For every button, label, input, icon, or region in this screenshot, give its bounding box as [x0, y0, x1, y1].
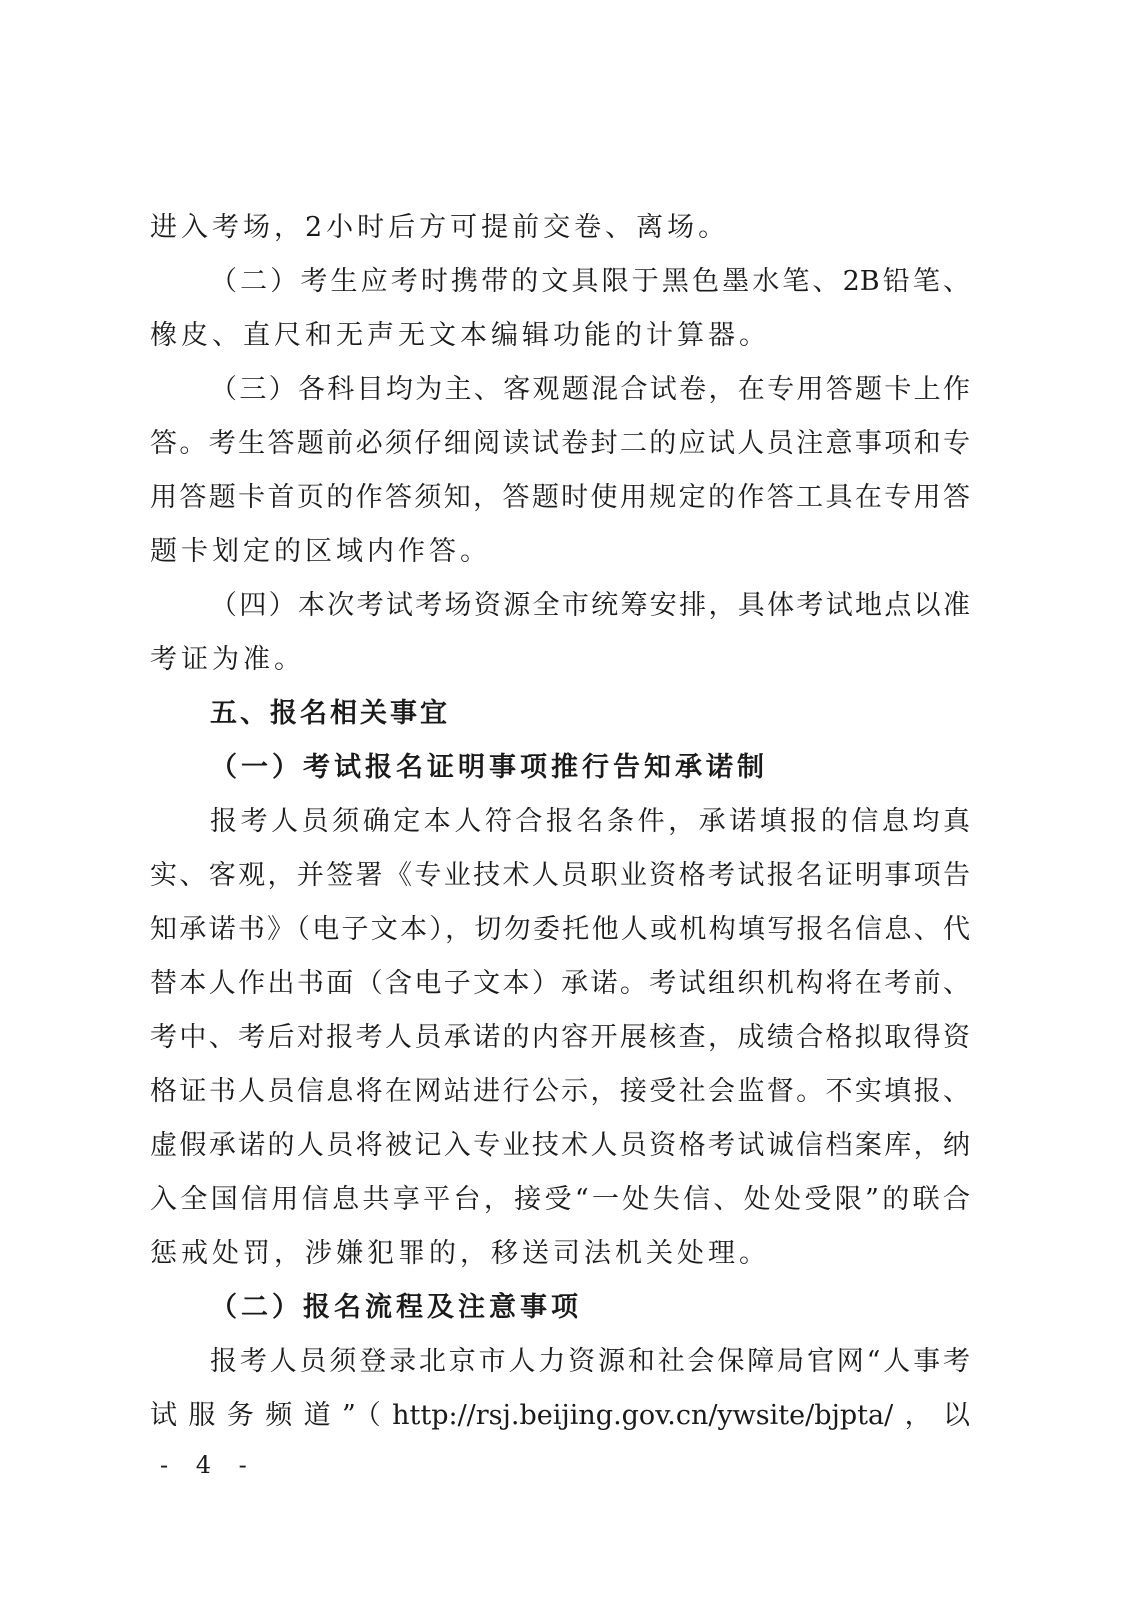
subsection-heading: （一）考试报名证明事项推行告知承诺制 [210, 752, 768, 783]
paragraph-line: 试服务频道”（http://rsj.beijing.gov.cn/ywsite/bjpta/，以 [150, 1400, 970, 1431]
paragraph-line: 答。考生答题前必须仔细阅读试卷封二的应试人员注意事项和专 [150, 428, 970, 459]
page-number: - 4 - [160, 1451, 257, 1479]
paragraph-line: 考证为准。 [150, 644, 305, 675]
paragraph-line: 用答题卡首页的作答须知，答题时使用规定的作答工具在专用答 [150, 482, 970, 513]
paragraph-line: 题卡划定的区域内作答。 [150, 536, 491, 567]
paragraph-line: 进入考场，2小时后方可提前交卷、离场。 [150, 212, 730, 243]
subsection-heading: （二）报名流程及注意事项 [210, 1292, 582, 1323]
paragraph-line: （四）本次考试考场资源全市统筹安排，具体考试地点以准 [210, 590, 970, 621]
paragraph-line: 考中、考后对报考人员承诺的内容开展核查，成绩合格拟取得资 [150, 1022, 970, 1053]
paragraph-line: 报考人员须确定本人符合报名条件，承诺填报的信息均真 [210, 806, 970, 837]
paragraph-line: 虚假承诺的人员将被记入专业技术人员资格考试诚信档案库，纳 [150, 1130, 970, 1161]
paragraph-line: 惩戒处罚，涉嫌犯罪的，移送司法机关处理。 [150, 1238, 770, 1269]
paragraph-line: 替本人作出书面（含电子文本）承诺。考试组织机构将在考前、 [150, 968, 970, 999]
paragraph-line: （二）考生应考时携带的文具限于黑色墨水笔、2B铅笔、 [210, 266, 970, 297]
paragraph-line: 格证书人员信息将在网站进行公示，接受社会监督。不实填报、 [150, 1076, 970, 1107]
paragraph-line: 报考人员须登录北京市人力资源和社会保障局官网“人事考 [210, 1346, 970, 1377]
section-heading: 五、报名相关事宜 [210, 698, 450, 729]
paragraph-line: 入全国信用信息共享平台，接受“一处失信、处处受限”的联合 [150, 1184, 970, 1215]
paragraph-line: （三）各科目均为主、客观题混合试卷，在专用答题卡上作 [210, 374, 970, 405]
paragraph-line: 实、客观，并签署《专业技术人员职业资格考试报名证明事项告 [150, 860, 970, 891]
paragraph-line: 知承诺书》（电子文本），切勿委托他人或机构填写报名信息、代 [150, 914, 970, 945]
paragraph-line: 橡皮、直尺和无声无文本编辑功能的计算器。 [150, 320, 770, 351]
